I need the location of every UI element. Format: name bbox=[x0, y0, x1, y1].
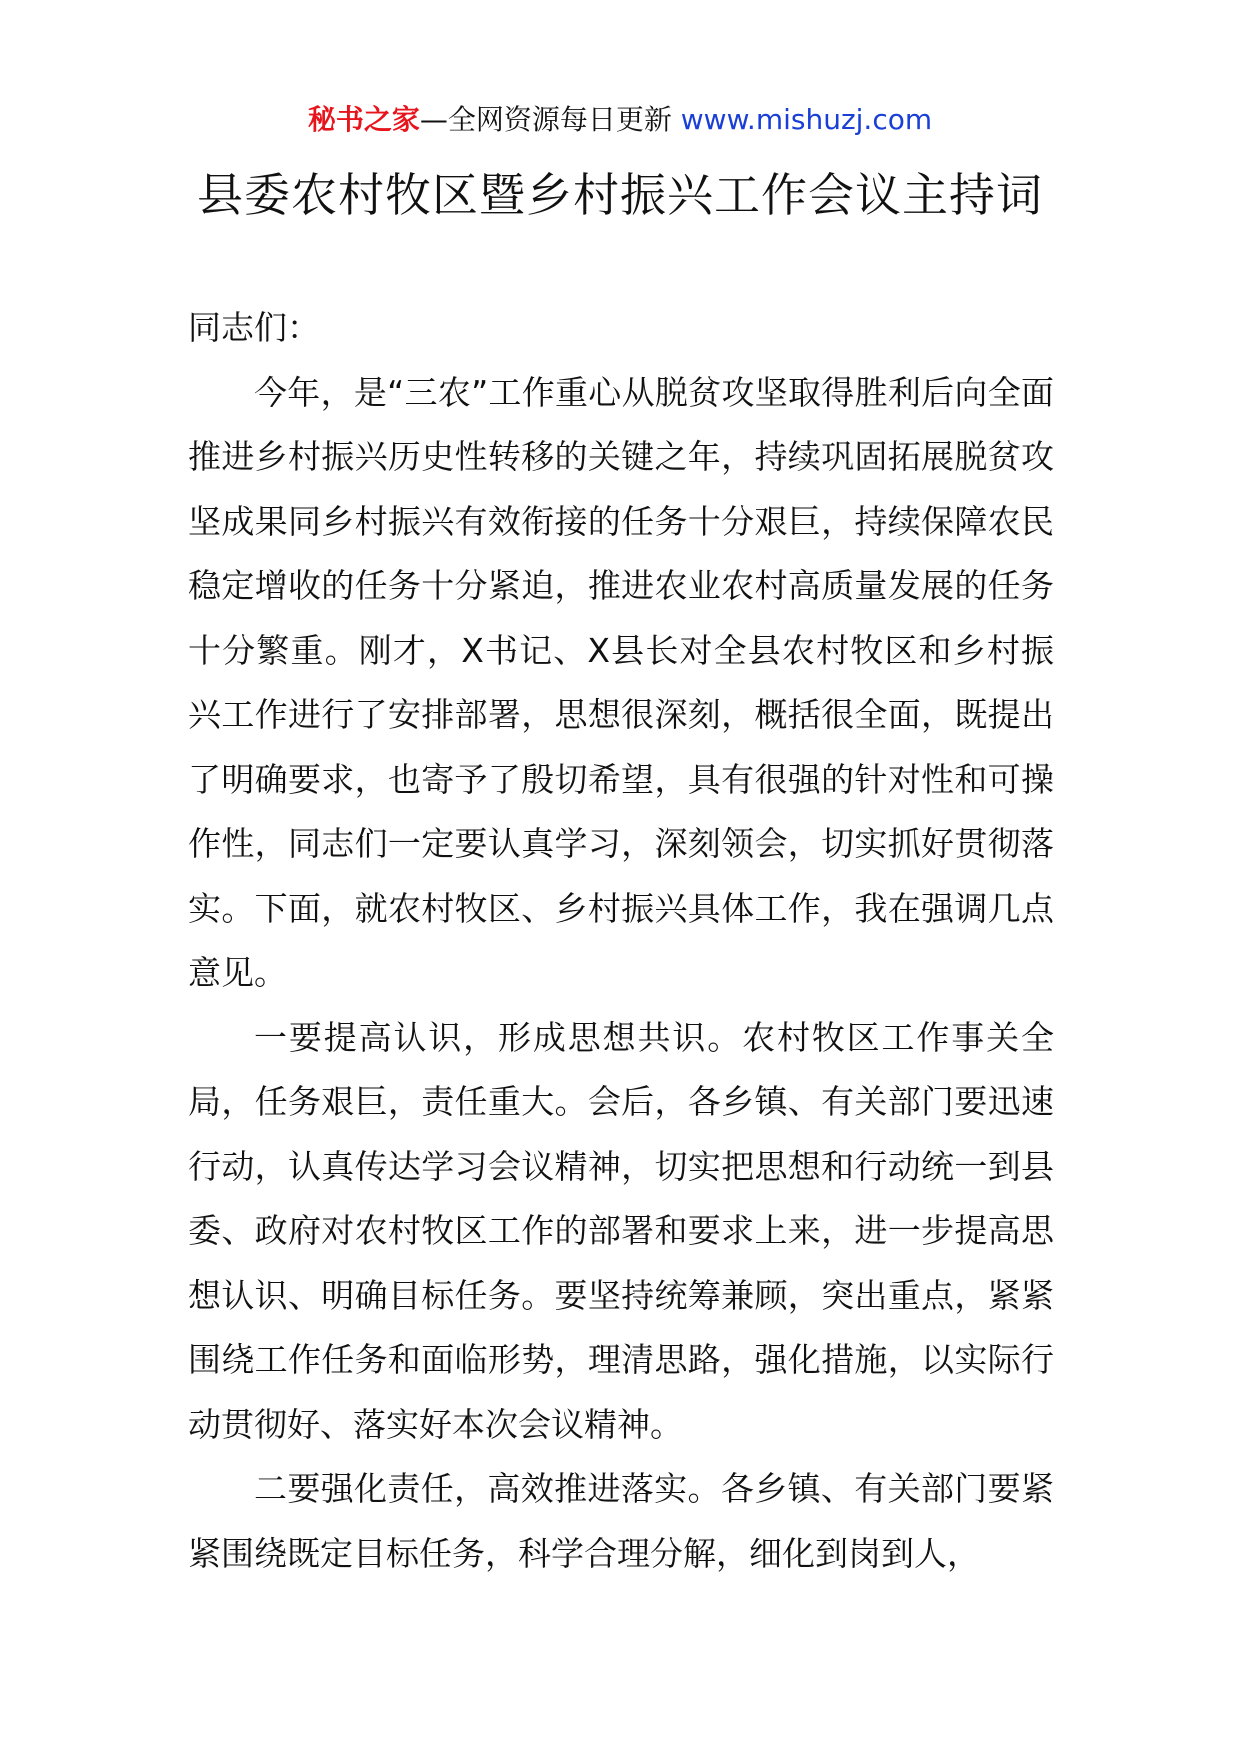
salutation: 同志们： bbox=[188, 308, 320, 347]
site-header bbox=[0, 100, 1240, 140]
paragraph-1 bbox=[188, 361, 1054, 1006]
paragraph-1-text: 今年，是“三农”工作重心从脱贫攻坚取得胜利后向全面推进乡村振兴历史性转移的关键之年，持续巩固拓展脱贫攻坚成果同乡村振兴有效衔接的任务十分艰巨，持续保障农民稳定增收的任务十分紧迫，推进农业农村高质量发展的任务十分繁重。刚才，X书记、X县长对全县农村牧区和乡村振兴工作进行了安排部署，思想很深刻，概括很全面，既提出了明确要求，也寄予了殷切希望，具有很强的针对性和可操作性，同志们一定要认真学习，深刻领会，切实抓好贯彻落实。下面，就农村牧区、乡村振兴具体工作，我在强调几点意见。 bbox=[188, 372, 1054, 992]
paragraph-3-text: 各乡镇、有关部门要紧紧围绕既定目标任务，科学合理分解，细化到岗到人， bbox=[188, 1469, 1055, 1573]
site-slogan: —全网资源每日更新 bbox=[419, 103, 681, 136]
site-url-link[interactable]: www.mishuzj.com bbox=[680, 103, 933, 136]
paragraph-2-lead: 一要提高认识，形成思想共识。 bbox=[254, 1017, 743, 1057]
paragraph-2 bbox=[188, 1006, 1054, 1458]
paragraph-3-lead: 二要强化责任，高效推进落实。 bbox=[254, 1469, 721, 1508]
document-title: 县委农村牧区暨乡村振兴工作会议主持词 bbox=[197, 168, 1043, 222]
paragraph-3 bbox=[188, 1457, 1054, 1586]
paragraph-2-text: 农村牧区工作事关全局，任务艰巨，责任重大。会后，各乡镇、有关部门要迅速行动，认真传达学习会议精神，切实把思想和行动统一到县委、政府对农村牧区工作的部署和要求上来，进一步提高思想认识、明确目标任务。要坚持统筹兼顾，突出重点，紧紧围绕工作任务和面临形势，理清思路，强化措施，以实际行动贯彻好、落实好本次会议精神。 bbox=[188, 1017, 1055, 1444]
site-brand: 秘书之家 bbox=[307, 103, 420, 136]
document-body bbox=[188, 296, 1054, 1586]
